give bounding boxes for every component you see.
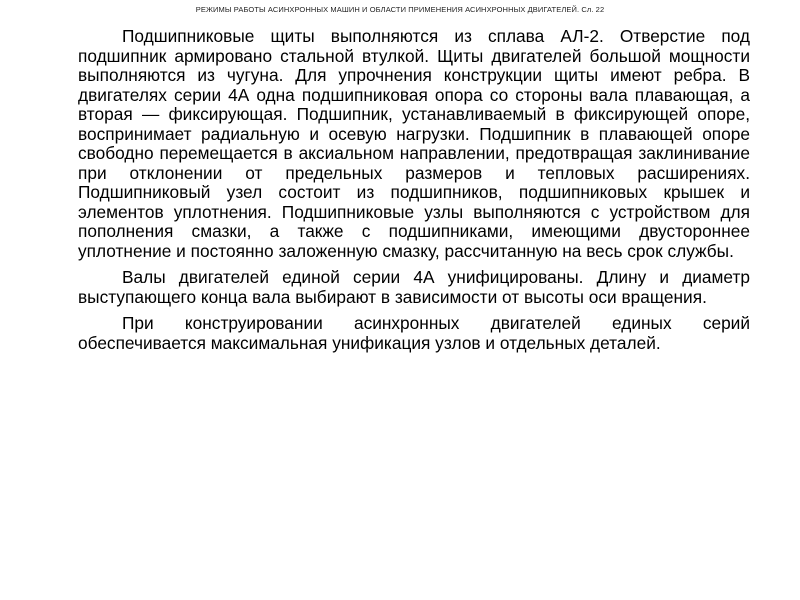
paragraph-unification: При конструировании асинхронных двигателей единых серий обеспечивается максимальная унификация узлов и отдельных деталей. (78, 313, 750, 353)
slide-body-text (78, 27, 750, 360)
paragraph-bearing-shields: Подшипниковые щиты выполняются из сплава АЛ-2. Отверстие под подшипник армировано стальной втулкой. Щиты двигателей большой мощности выполняются из чугуна. Для упрочнения конструкции щиты имеют ребра. В двигателях серии 4А одна подшипниковая опора со стороны вала плавающая, а вторая — фиксирующая. Подшипник, устанавливаемый в фиксирующей опоре, воспринимает радиальную и осевую нагрузки. Подшипник в плавающей опоре свободно перемещается в аксиальном направлении, предотвращая заклинивание при отклонении от предельных размеров и тепловых расширениях. Подшипниковый узел состоит из подшипников, подшипниковых крышек и элементов уплотнения. Подшипниковые узлы выполняются с устройством для пополнения смазки, а также с подшипниками, имеющими двустороннее уплотнение и постоянно заложенную смазку, рассчитанную на весь срок службы. (78, 26, 750, 261)
slide-header-title: РЕЖИМЫ РАБОТЫ АСИНХРОННЫХ МАШИН И ОБЛАСТИ ПРИМЕНЕНИЯ АСИНХРОННЫХ ДВИГАТЕЛЕЙ. Сл. 22 (195, 5, 605, 14)
paragraph-shafts: Валы двигателей единой серии 4А унифицированы. Длину и диаметр выступающего конца вала выбирают в зависимости от высоты оси вращения. (78, 267, 750, 307)
